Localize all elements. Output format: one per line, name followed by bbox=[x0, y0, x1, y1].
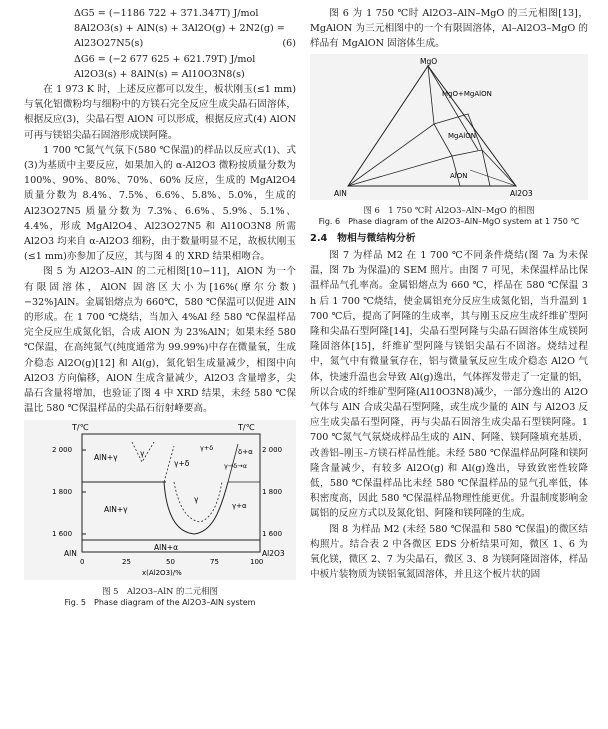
paragraph: 图 8 为样品 M2 (未经 580 ℃保温和 580 ℃保温)的微区结构照片。结合表 2 中各微区 EDS 分析结果可知，微区 1、6 为氧化镁，微区 2、7 为尖晶石，微区 3、8 为镁阿隆固溶体，样品中板片装物质为镁铝氧氮固溶体，并且这个板片状的固 bbox=[310, 523, 588, 581]
y-tick-right: 1 600 bbox=[262, 530, 283, 539]
equation-line: Al23O27N5(s) bbox=[74, 38, 144, 50]
equation-line: ΔG6 = (−2 677 625 + 621.79T) J/mol bbox=[74, 53, 256, 65]
x-tick: 0 bbox=[80, 558, 85, 567]
axis-end-left: AlN bbox=[64, 549, 77, 559]
equation-line: 8Al2O3(s) + AlN(s) + 3Al2O(g) + 2N2(g) = bbox=[74, 23, 285, 35]
vertex-label: AlN bbox=[334, 188, 347, 198]
vertex-label: MgO bbox=[420, 56, 438, 66]
equation-row bbox=[24, 36, 296, 51]
region-label: MgO+MgAlON bbox=[442, 89, 492, 98]
figure-6 bbox=[310, 54, 588, 227]
paragraph: 图 5 为 Al2O3–AlN 的二元相图[10−11]，AlON 为一个有限固溶体，AlON 固溶区大小为[16%(摩尔分数)−32%]AlN。金属铝熔点为 660℃，580 ℃保温可以促进 AlN 的形成。在 1 700 ℃烧结，当加入 4%Al 经 580 ℃保温样品完全反应生成氮化铝，合成 AlON 为 23%AlN；如果未经 580 ℃保温，在高纯氮气(纯度通常为 99.99%)中存在微量氧，生成介稳态 Al2O(g)[12] 和 Al(g)，氮化铝生成量减少，相图中向 Al2O3 方向偏移，AlON 生成含量减少，Al2O3 含量增多，尖晶石含量将增加，也验证了图 4 中 XRD 结果，未经 580 ℃保温比 580 ℃保温样品的尖晶石衍射峰要高。 bbox=[24, 266, 296, 415]
figure-5 bbox=[24, 420, 296, 607]
x-tick: 25 bbox=[122, 558, 131, 567]
vertex-label: Al2O3 bbox=[510, 188, 533, 198]
ternary-phase-diagram bbox=[310, 54, 588, 200]
region-label: γ+δ bbox=[174, 459, 190, 469]
axis-end-right: Al2O3 bbox=[262, 549, 285, 559]
region-label: AlON bbox=[450, 171, 468, 180]
region-label: MgAlON bbox=[448, 131, 476, 140]
figure-caption-en: Fig. 6 Phase diagram of the Al2O3–AlN–MgO system at 1 750 ℃ bbox=[318, 216, 580, 226]
region-label: γ→δ→α bbox=[224, 462, 248, 471]
y-axis-label-right: T/℃ bbox=[238, 423, 255, 433]
y-tick: 2 000 bbox=[52, 446, 73, 455]
paragraph: 图 6 为 1 750 ℃时 Al2O3–AlN–MgO 的三元相图[13]，MgAlON 为三元相图中的一个有限固溶体，Al–Al2O3–MgO 的样品有 MgAlON 固溶体生成。 bbox=[310, 8, 588, 50]
paragraph: 图 7 为样品 M2 在 1 700 ℃不同条件烧结(图 7a 为未保温，图 7b 为保温)的 SEM 照片。由图 7 可见，未保温样品比保温样品气孔率高。金属铝熔点为 660 ℃，样品在 580 ℃保温 3 h 后 1 700 ℃烧结，使金属铝充分反应生成氮化铝，当升温到 1 700 ℃后，提高了阿隆的生成率，其与刚玉反应生成纤维矿型阿隆和尖晶石型阿隆[14]，尖晶石型阿隆与尖晶石固溶体生成镁阿隆固溶体[15]，纤维矿型阿隆与镁铝尖晶石不固溶。烧结过程中，氮气中有微量氧存在，铝与微量氧反应生成介稳态 Al2O 气体，快速升温也会导致 Al(g)逸出，气体挥发带走了一定量的铝，所以合成的纤维矿型阿隆(Al10O3N8)减少，一部分逸出的 Al2O 气体与 AlN 合成尖晶石型阿隆，或生成少量的 AlN 与 Al2O3 反应生成尖晶石型阿隆，再与尖晶石固溶生成尖晶石型镁阿隆。1 700 ℃氮气气氛烧成样品生成的 AlN、阿隆、镁阿隆填充基质，改善铝–刚玉–方镁石样品性能。未经 580 ℃保温样品阿隆和镁阿隆含量减少，有较多 Al2O(g) 和 Al(g)逸出，导致致密性较降低，580 ℃保温样品比未经 580 ℃保温样品的显气孔率低，体积密度高，因此 580 ℃保温样品物理性能更优。升温制度影响金属铝的反应方式以及氮化铝、阿隆和镁阿隆的生成。 bbox=[310, 250, 588, 520]
y-tick-right: 1 800 bbox=[262, 488, 283, 497]
y-tick: 1 600 bbox=[52, 530, 73, 539]
paragraph: 1 700 ℃氮气气氛下(580 ℃保温)的样品以反应式(1)、式(3)为基质中主要反应，如果加入的 α-Al2O3 微粉按质量分数为 100%、90%、80%、70%、60% 反应，生成的 MgAl2O4 质量分数为 8.4%、7.5%、6.6%、5.8%、5.0%，生成的 Al23O27N5 质量分数为 7.3%、6.6%、5.9%、5.1%、4.4%，形成 MgAl2O4、Al23O27N5 和 Al10O3N8 所需 Al2O3 均来自 α-Al2O3 细粉，由于数量明显不足，故板状刚玉(≤1 mm)亦参加了反应，其与图 4 的 XRD 结果相吻合。 bbox=[24, 144, 296, 263]
region-label: AlN+γ bbox=[94, 453, 118, 463]
x-tick: 75 bbox=[210, 558, 219, 567]
x-tick: 50 bbox=[166, 558, 175, 567]
equation-line: ΔG5 = (−1186 722 + 371.347T) J/mol bbox=[74, 8, 259, 19]
y-tick-right: 2 000 bbox=[262, 446, 283, 455]
equation-line: Al2O3(s) + 8AlN(s) = Al10O3N8(s) bbox=[74, 68, 245, 80]
y-axis-label: T/℃ bbox=[72, 423, 89, 433]
paragraph: 在 1 973 K 时，上述反应都可以发生，板状刚玉(≤1 mm)与氧化铝微粉均与细粉中的方镁石完全反应生成尖晶石固溶体，根据反应(3)，尖晶石型 AlON 可以形成，根据反应式(4) AlON 可再与镁铝尖晶石固溶形成镁阿隆。 bbox=[24, 84, 296, 141]
region-label: γ+α bbox=[232, 502, 247, 511]
y-tick: 1 800 bbox=[52, 488, 73, 497]
figure-caption-en: Fig. 5 Phase diagram of the Al2O3–AlN system bbox=[64, 597, 256, 607]
figure-caption-cn: 图 6 1 750 ℃时 Al2O3–AlN–MgO 的相图 bbox=[363, 204, 535, 215]
x-axis-label: x(Al2O3)/% bbox=[142, 569, 182, 578]
region-label: γ bbox=[140, 449, 145, 459]
phase-diagram-al2o3-aln bbox=[24, 420, 296, 580]
x-tick: 100 bbox=[250, 558, 264, 567]
figure-caption-cn: 图 5 Al2O3–AlN 的二元相图 bbox=[102, 585, 218, 596]
region-label: δ+α bbox=[238, 448, 253, 457]
left-column bbox=[24, 6, 296, 608]
region-label: AlN+γ bbox=[104, 505, 128, 515]
region-label: AlN+α bbox=[154, 543, 179, 553]
equation-number: (6) bbox=[282, 38, 296, 50]
section-heading: 2.4 物相与微结构分析 bbox=[310, 232, 416, 244]
region-label: γ+δ bbox=[200, 444, 214, 453]
region-label: γ bbox=[194, 495, 199, 505]
right-column bbox=[310, 6, 588, 582]
